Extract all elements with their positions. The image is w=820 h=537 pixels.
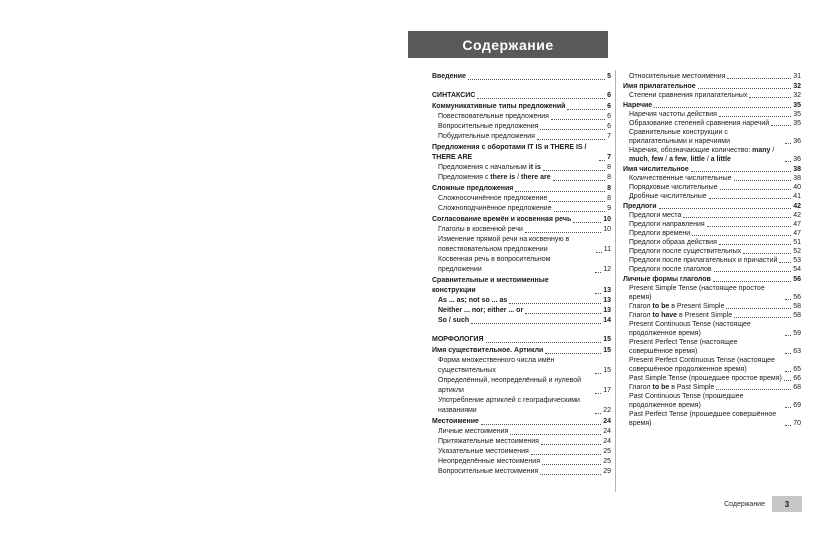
dot-leader [785,335,791,336]
toc-entry-label: Глагол to have в Present Simple [629,312,733,319]
toc-entry-page: 22 [603,407,611,414]
toc-entry-page: 69 [793,402,801,409]
dot-leader [599,160,605,161]
dot-leader [785,371,791,372]
toc-entry [623,82,801,91]
toc-entry [432,91,611,101]
toc-entry-page: 8 [607,185,611,192]
toc-entry-label: Present Perfect Continuous Tense (настоящее совершённое продолженное время) [629,357,775,373]
dot-leader [785,353,791,354]
dot-leader [540,474,601,475]
toc-entry-page: 14 [603,317,611,324]
toc-entry-label: Предлоги времени [629,230,691,237]
toc-entry-label: Неопределённые местоимения [438,458,540,465]
toc-entry [623,146,801,164]
toc-right-column [623,72,801,428]
toc-entry [623,247,801,256]
dot-leader [719,244,791,245]
toc-entry-page: 25 [603,448,611,455]
toc-entry [623,284,801,302]
toc-entry-page: 24 [603,418,611,425]
toc-entry [623,302,801,311]
toc-entry-page: 7 [607,133,611,140]
toc-entry-label: МОРФОЛОГИЯ [432,336,484,343]
toc-entry-page: 35 [793,120,801,127]
toc-entry [432,225,611,235]
toc-entry [623,202,801,211]
toc-entry [623,265,801,274]
dot-leader [486,342,602,343]
toc-entry-label: Предлоги [623,203,657,210]
toc-entry-page: 41 [793,193,801,200]
toc-entry-label: Сложносочинённое предложение [438,195,548,202]
toc-entry-label: Дробные числительные [629,193,707,200]
dot-leader [691,171,791,172]
toc-entry-page: 11 [603,246,611,253]
toc-entry [623,311,801,320]
dot-leader [542,464,601,465]
dot-leader [785,407,791,408]
toc-entry-label: Вопросительные предложения [438,123,539,130]
page-title-banner [408,31,608,58]
toc-entry-page: 12 [603,266,611,273]
toc-entry-page: 63 [793,348,801,355]
toc-entry-page: 6 [607,92,611,99]
toc-entry-label: Имя существительное. Артикли [432,347,544,354]
dot-leader [537,139,605,140]
toc-entry-page: 31 [793,73,801,80]
toc-entry [623,275,801,284]
toc-entry [623,192,801,201]
toc-entry [432,163,611,173]
toc-entry [432,132,611,142]
toc-entry-label: Количественные числительные [629,175,732,182]
toc-entry-label: Наречия, обозначающие количество: many / much, few / a few, little / a little [629,147,775,163]
dot-leader [573,222,601,223]
dot-leader [659,208,792,209]
dot-leader [771,125,791,126]
toc-entry-label: Коммуникативные типы предложений [432,103,566,110]
toc-entry [432,447,611,457]
toc-entry-page: 6 [607,103,611,110]
dot-leader [720,189,792,190]
dot-leader [477,98,605,99]
dot-leader [595,293,601,294]
toc-entry-label: Past Perfect Tense (прошедшее совершённое время) [629,411,777,427]
toc-entry [623,183,801,192]
toc-entry [432,467,611,477]
toc-entry-label: Местоимение [432,418,479,425]
toc-entry-page: 70 [793,420,801,427]
dot-leader [719,116,791,117]
toc-entry [623,356,801,374]
toc-entry-label: Глаголы в косвенной речи [438,226,523,233]
toc-entry-label: Относительные местоимения [629,73,726,80]
toc-entry-label: Present Simple Tense (настоящее простое время) [629,285,765,301]
toc-entry [623,383,801,392]
toc-entry [432,215,611,225]
dot-leader [481,424,601,425]
toc-entry-page: 13 [603,287,611,294]
dot-leader [716,389,791,390]
toc-entry-label: Степени сравнения прилагательных [629,92,748,99]
dot-leader [785,425,791,426]
toc-entry-label: Предлоги направления [629,221,705,228]
toc-entry-label: Порядковые числительные [629,184,718,191]
toc-entry [432,316,611,326]
toc-entry-label: СИНТАКСИС [432,92,476,99]
dot-leader [654,107,791,108]
toc-entry-label: Past Continuous Tense (прошедшее продолженное время) [629,393,744,409]
toc-entry [432,427,611,437]
dot-leader [749,97,791,98]
toc-entry [623,119,801,128]
toc-entry [623,220,801,229]
dot-leader [698,88,792,89]
dot-leader [468,79,605,80]
toc-entry-page: 32 [793,92,801,99]
toc-entry [432,194,611,204]
toc-entry-label: Предложения с оборотами IT IS и THERE IS / THERE ARE [432,144,587,161]
toc-entry-page: 52 [793,248,801,255]
toc-entry-label: Притяжательные местоимения [438,438,539,445]
toc-entry-label: Вопросительные местоимения [438,468,539,475]
toc-entry-page: 24 [603,438,611,445]
toc-entry-label: Личные формы глаголов [623,276,711,283]
toc-entry-label: Определённый, неопределённый и нулевой артикли [438,377,582,394]
toc-entry-page: 8 [607,164,611,171]
toc-entry-page: 47 [793,230,801,237]
toc-entry-label: Форма множественного числа имён существительных [438,357,555,374]
toc-entry [432,112,611,122]
toc-entry-page: 13 [603,297,611,304]
toc-entry-label: Предложения с there is / there are [438,174,551,181]
dot-leader [785,143,791,144]
column-divider [615,70,616,492]
toc-entry-page: 38 [793,166,801,173]
toc-entry-page: 54 [793,266,801,273]
toc-entry-label: Present Perfect Tense (настоящее совершённое время) [629,339,738,355]
toc-entry [432,306,611,316]
dot-leader [553,180,606,181]
toc-entry-page: 10 [603,226,611,233]
dot-leader [531,454,601,455]
toc-entry-page: 32 [793,83,801,90]
dot-leader [525,313,601,314]
toc-entry-page: 56 [793,294,801,301]
toc-entry [432,335,611,345]
toc-entry [432,276,611,296]
toc-entry-label: Указательные местоимения [438,448,529,455]
toc-entry-page: 51 [793,239,801,246]
toc-entry-page: 35 [793,102,801,109]
toc-entry [623,174,801,183]
toc-entry-label: Предлоги после существительных [629,248,742,255]
toc-entry [623,338,801,356]
dot-leader [540,129,605,130]
dot-leader [785,299,791,300]
dot-leader [595,393,601,394]
toc-entry-page: 40 [793,184,801,191]
toc-entry-label: Косвенная речь в вопросительном предложении [438,256,551,273]
toc-entry-label: Наречия частоты действия [629,111,717,118]
toc-entry [623,91,801,100]
toc-entry-label: So / such [438,317,470,324]
toc-entry-page: 9 [607,205,611,212]
toc-entry-page: 42 [793,203,801,210]
dot-leader [541,444,601,445]
toc-entry-page: 29 [603,468,611,475]
toc-entry [432,396,611,416]
toc-entry-label: Употребление артиклей с географическими названиями [438,397,580,414]
dot-leader [743,253,791,254]
toc-entry-page: 24 [603,428,611,435]
toc-entry-label: Сложные предложения [432,185,514,192]
toc-entry-label: Сравнительные конструкции с прилагательными и наречиями [629,129,731,145]
toc-entry-page: 53 [793,257,801,264]
toc-entry-page: 42 [793,212,801,219]
dot-leader [779,262,791,263]
dot-leader [471,323,601,324]
toc-entry-page: 6 [607,123,611,130]
toc-entry [623,410,801,428]
footer-section-label: Содержание [724,500,765,508]
toc-entry-page: 5 [607,73,611,80]
toc-entry-page: 35 [793,111,801,118]
toc-entry [432,122,611,132]
dot-leader [784,380,791,381]
toc-entry-label: Предлоги места [629,212,682,219]
toc-entry [432,457,611,467]
toc-entry-page: 10 [603,216,611,223]
dot-leader [707,226,792,227]
dot-leader [785,161,791,162]
toc-entry-page: 36 [793,138,801,145]
dot-leader [543,170,605,171]
toc-entry-label: Предлоги после прилагательных и причастий [629,257,778,264]
toc-entry-page: 13 [603,307,611,314]
toc-entry-label: Present Continuous Tense (настоящее продолженное время) [629,321,751,337]
toc-entry [432,255,611,275]
toc-entry-label: Согласование времён и косвенная речь [432,216,572,223]
toc-entry [432,346,611,356]
toc-entry [623,128,801,146]
toc-entry-label: Введение [432,73,466,80]
dot-leader [545,353,601,354]
toc-entry-label: Neither ... nor; either ... or [438,307,524,314]
dot-leader [515,191,605,192]
toc-entry [432,356,611,376]
toc-entry [432,72,611,82]
dot-leader [734,180,792,181]
page-footer [408,496,802,512]
toc-entry-label: Изменение прямой речи на косвенную в повествовательном предложении [438,236,570,253]
dot-leader [596,252,602,253]
toc-entry [432,437,611,447]
toc-entry [432,376,611,396]
dot-leader [567,109,605,110]
dot-leader [683,217,791,218]
toc-entry-label: Предложения с начальным it is [438,164,541,171]
toc-entry-label: Имя прилагательное [623,83,696,90]
toc-entry [432,417,611,427]
toc-entry-label: Past Simple Tense (прошедшее простое время) [629,375,782,382]
dot-leader [551,119,605,120]
toc-entry-page: 58 [793,312,801,319]
dot-leader [734,317,791,318]
toc-entry [432,173,611,183]
toc-entry [623,165,801,174]
toc-entry-page: 8 [607,174,611,181]
toc-entry-page: 15 [603,367,611,374]
toc-entry-label: Личные местоимения [438,428,509,435]
toc-entry [623,320,801,338]
toc-entry-label: Глагол to be в Present Simple [629,303,725,310]
toc-entry-page: 66 [793,375,801,382]
toc-entry [623,256,801,265]
toc-entry [623,238,801,247]
toc-entry-page: 6 [607,113,611,120]
toc-entry [432,296,611,306]
toc-entry-page: 68 [793,384,801,391]
toc-entry-page: 7 [607,154,611,161]
toc-entry-label: Глагол to be в Past Simple [629,384,715,391]
toc-entry-label: Имя числительное [623,166,689,173]
dot-leader [595,272,601,273]
toc-entry [623,101,801,110]
toc-entry-page: 59 [793,330,801,337]
dot-leader [714,271,792,272]
dot-leader [709,198,792,199]
toc-entry-label: Предлоги образа действия [629,239,717,246]
toc-entry-label: Побудительные предложения [438,133,535,140]
toc-entry [432,184,611,194]
toc-entry [623,110,801,119]
dot-leader [549,201,605,202]
toc-entry-page: 8 [607,195,611,202]
dot-leader [692,235,791,236]
toc-entry-page: 38 [793,175,801,182]
dot-leader [727,78,791,79]
toc-entry-page: 65 [793,366,801,373]
dot-leader [525,232,601,233]
toc-entry-page: 17 [603,387,611,394]
toc-entry-page: 56 [793,276,801,283]
dot-leader [595,373,601,374]
dot-leader [726,308,791,309]
toc-entry-label: Предлоги после глаголов [629,266,712,273]
toc-entry-label: Образование степеней сравнения наречий [629,120,770,127]
toc-entry-page: 58 [793,303,801,310]
toc-entry [623,72,801,81]
toc-entry-page: 15 [603,347,611,354]
toc-entry [432,235,611,255]
toc-entry [432,204,611,214]
toc-entry [432,143,611,163]
toc-entry-page: 25 [603,458,611,465]
toc-entry-page: 15 [603,336,611,343]
toc-entry-label: Сравнительные и местоименные конструкции [432,277,549,294]
dot-leader [554,211,605,212]
toc-left-column [432,72,611,477]
toc-entry-label: Наречие [623,102,653,109]
dot-leader [595,413,601,414]
toc-entry-page: 47 [793,221,801,228]
footer-page-number: 3 [772,496,802,512]
toc-entry-label: Повествовательные предложения [438,113,549,120]
toc-entry [432,102,611,112]
toc-entry-label: As ... as; not so ... as [438,297,508,304]
dot-leader [713,281,791,282]
toc-entry-page: 36 [793,156,801,163]
dot-leader [509,303,601,304]
toc-entry-label: Сложноподчинённое предложение [438,205,552,212]
toc-entry [623,392,801,410]
toc-entry [623,374,801,383]
page-title: Содержание [462,36,554,53]
toc-entry [623,229,801,238]
toc-entry [623,211,801,220]
dot-leader [510,434,601,435]
